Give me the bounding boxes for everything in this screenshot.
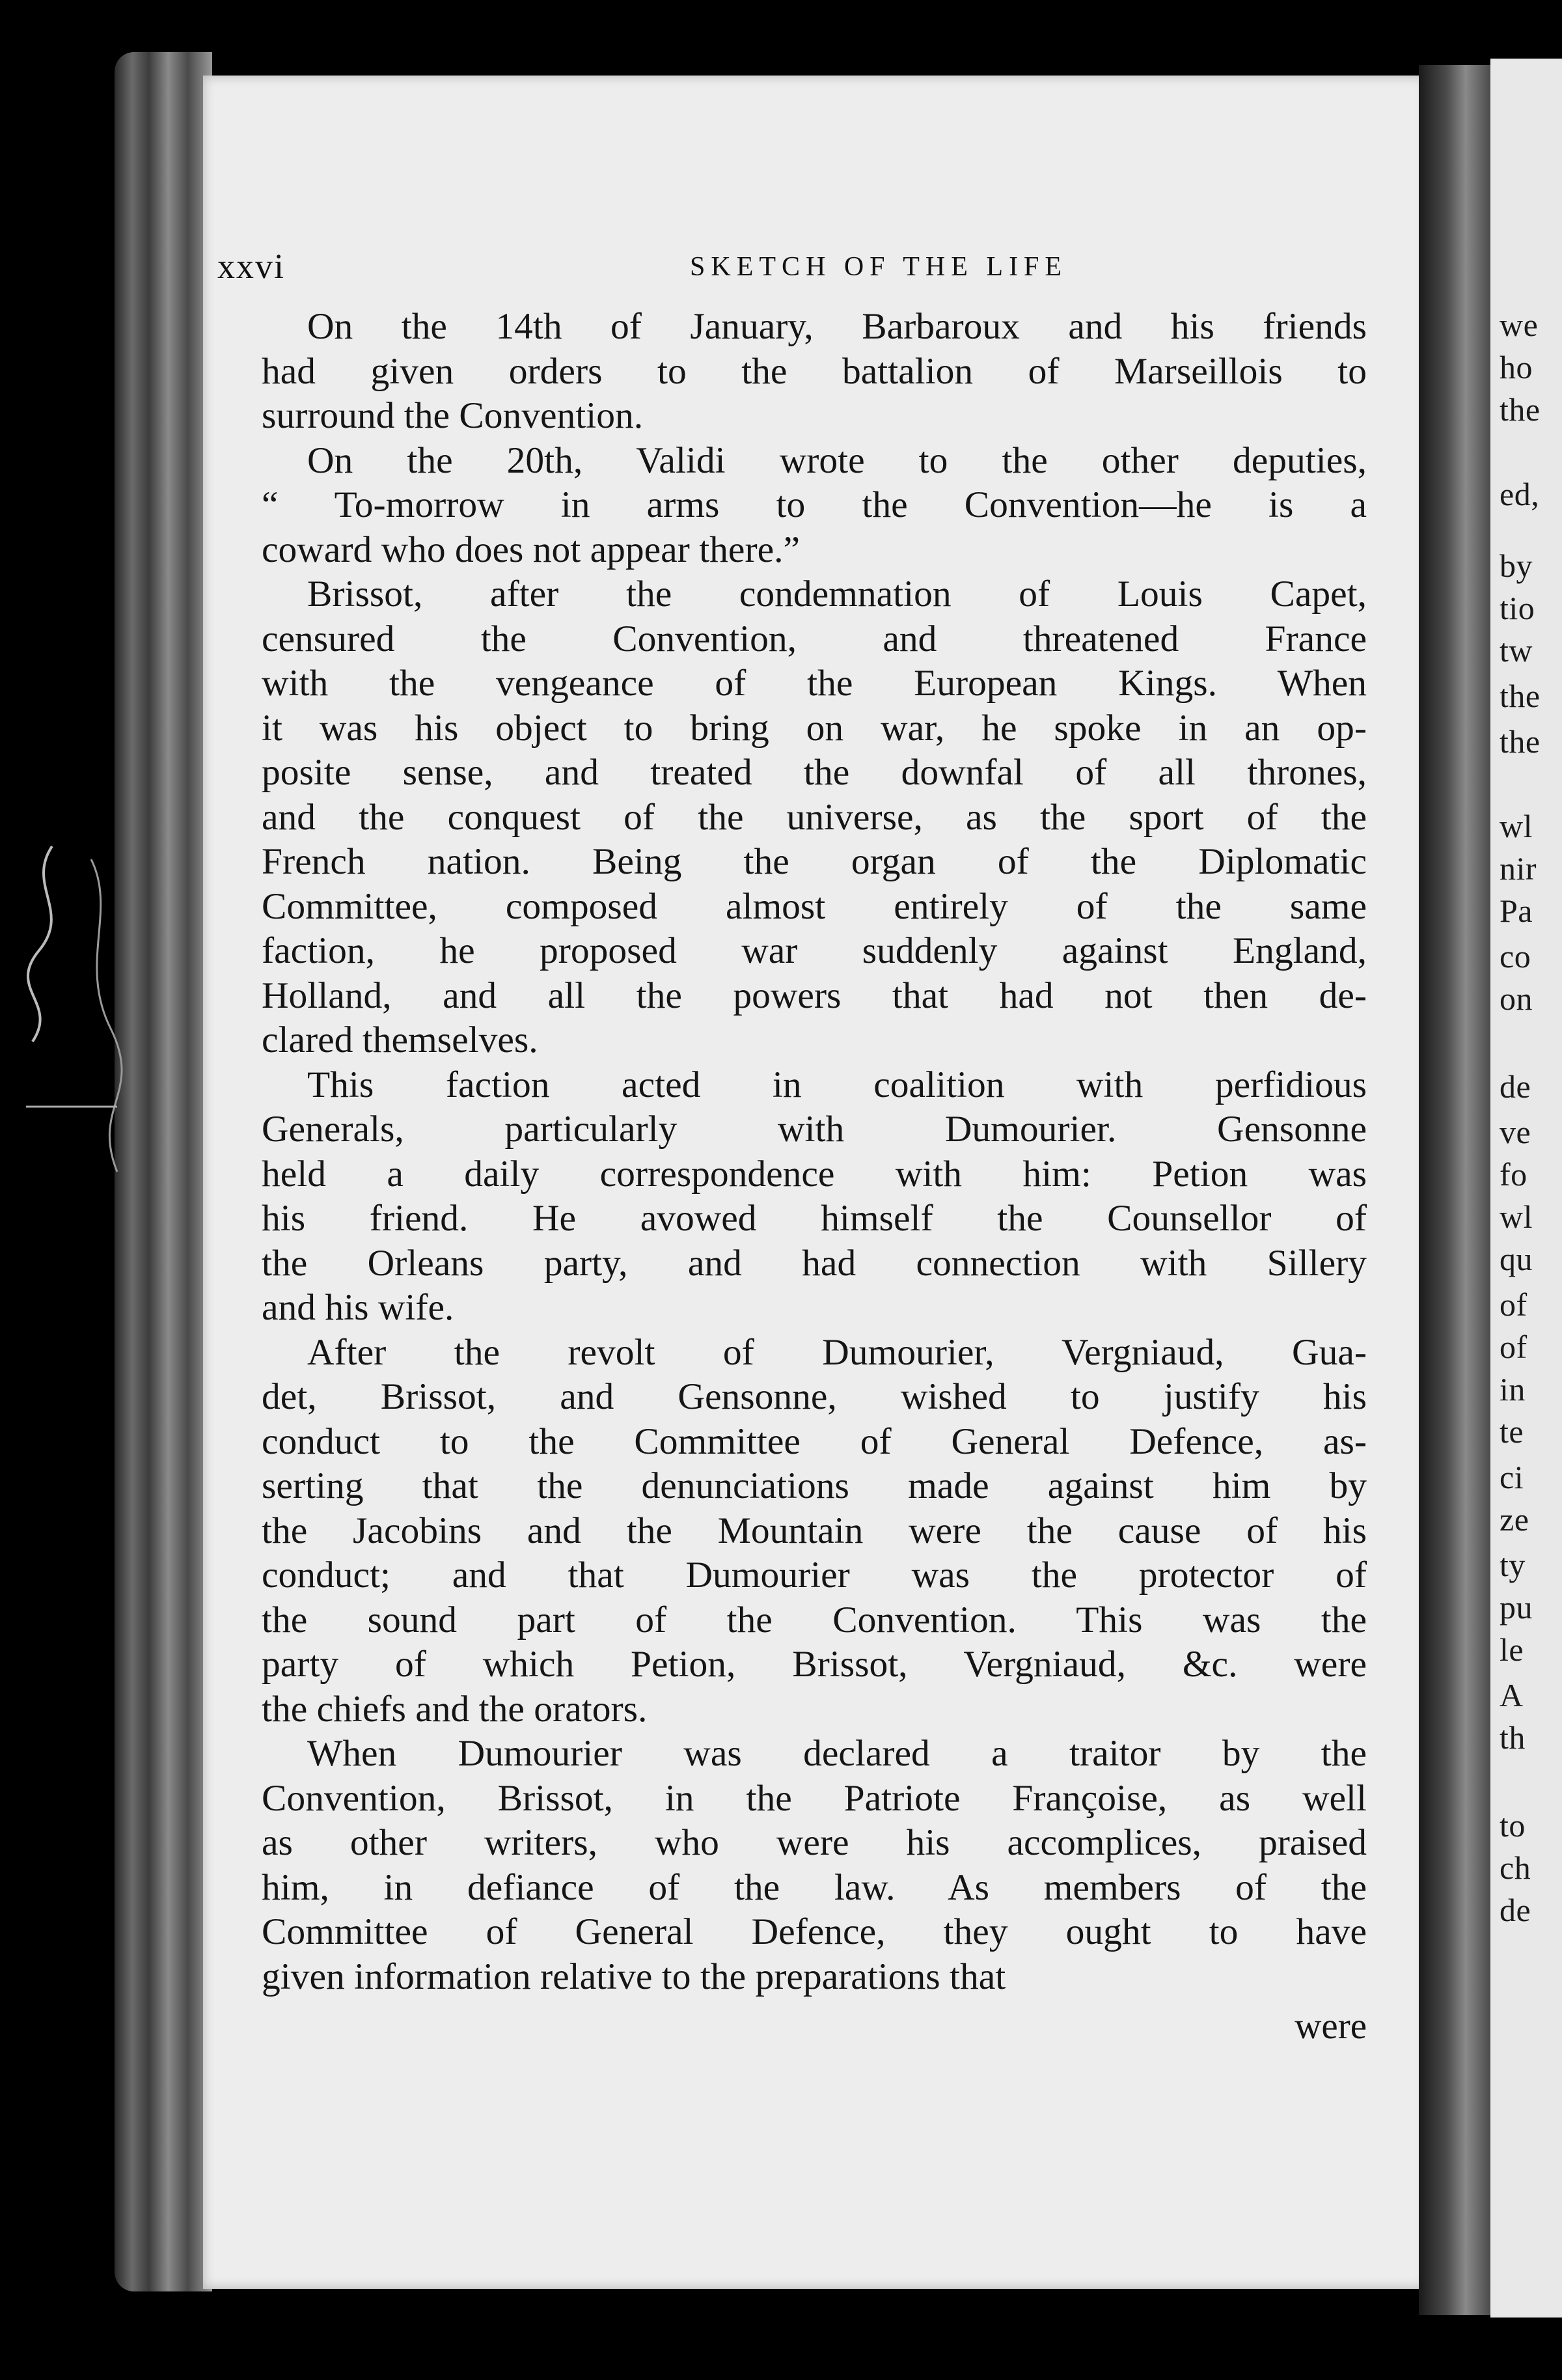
text-line: conduct; and that Dumourier was the protector of: [262, 1555, 1367, 1596]
facing-page-fragment: tw: [1500, 632, 1533, 669]
facing-page-fragment: ch: [1500, 1849, 1531, 1886]
facing-page-fragment: th: [1500, 1719, 1526, 1756]
text-line: det, Brissot, and Gensonne, wished to justify his: [262, 1376, 1367, 1417]
text-line: and the conquest of the universe, as the sport of the: [262, 796, 1367, 838]
text-line: had given orders to the battalion of Marseillois to: [262, 350, 1367, 392]
facing-page-fragment: the: [1500, 678, 1541, 714]
facing-page-fragment: ve: [1500, 1114, 1531, 1150]
text-line: conduct to the Committee of General Defence, as-: [262, 1420, 1367, 1462]
page-number: xxvi: [217, 247, 286, 286]
facing-page-fragment: A: [1500, 1677, 1524, 1713]
facing-page-fragment: ed,: [1500, 476, 1540, 512]
text-line: party of which Petion, Brissot, Vergniaud, &c. were: [262, 1644, 1367, 1685]
facing-page-fragment: wl: [1500, 1198, 1533, 1235]
page-header: [0, 246, 1562, 292]
facing-page-fragment: ci: [1500, 1459, 1524, 1495]
facing-page-fragment: ty: [1500, 1547, 1526, 1583]
text-line: On the 14th of January, Barbaroux and his friends: [307, 306, 1367, 347]
facing-page-fragment: de: [1500, 1892, 1531, 1928]
text-line: as other writers, who were his accomplices, praised: [262, 1822, 1367, 1863]
catchword: were: [1295, 2006, 1367, 2047]
facing-page-fragment: to: [1500, 1807, 1526, 1844]
facing-page-fragment: of: [1500, 1329, 1528, 1365]
text-line: held a daily correspondence with him: Petion was: [262, 1153, 1367, 1195]
paragraph: [216, 572, 1367, 1063]
book-gutter: [1419, 65, 1497, 2315]
text-line: it was his object to bring on war, he spoke in an op-: [262, 707, 1367, 749]
text-line: the Orleans party, and had connection with Sillery: [262, 1242, 1367, 1284]
text-line: On the 20th, Validi wrote to the other deputies,: [307, 439, 1367, 481]
facing-page-fragment: the: [1500, 391, 1541, 428]
paragraph: [216, 1063, 1367, 1331]
text-line: Committee of General Defence, they ought to have: [262, 1911, 1367, 1952]
text-line: French nation. Being the organ of the Diplomatic: [262, 841, 1367, 882]
text-line: faction, he proposed war suddenly against England,: [262, 930, 1367, 971]
text-line: Generals, particularly with Dumourier. Gensonne: [262, 1109, 1367, 1150]
text-line: surround the Convention.: [262, 395, 644, 436]
text-line: with the vengeance of the European Kings. When: [262, 663, 1367, 704]
text-line: “ To-morrow in arms to the Convention—he is a: [262, 484, 1367, 525]
text-line: clared themselves.: [262, 1019, 538, 1060]
facing-page-fragment: te: [1500, 1413, 1524, 1450]
facing-page-fragment: the: [1500, 723, 1541, 760]
facing-page-fragment: co: [1500, 938, 1531, 975]
facing-page-fragment: qu: [1500, 1241, 1533, 1277]
text-line: his friend. He avowed himself the Counsellor of: [262, 1198, 1367, 1239]
facing-page-fragment: in: [1500, 1371, 1526, 1407]
facing-page-fragment: wl: [1500, 808, 1533, 844]
text-line: given information relative to the preparations that: [262, 1956, 1006, 1997]
text-line: coward who does not appear there.”: [262, 529, 801, 570]
text-line: serting that the denunciations made against him by: [262, 1465, 1367, 1506]
facing-page-fragment: le: [1500, 1631, 1524, 1668]
facing-page: [1490, 59, 1562, 2318]
facing-page-fragment: de: [1500, 1068, 1531, 1105]
text-line: and his wife.: [262, 1287, 454, 1328]
facing-page-fragment: tio: [1500, 590, 1535, 626]
text-line: the sound part of the Convention. This was the: [262, 1599, 1367, 1640]
facing-page-fragment: we: [1500, 307, 1539, 343]
paragraph: [216, 1732, 1367, 1999]
text-line: After the revolt of Dumourier, Vergniaud, Gua-: [307, 1331, 1367, 1373]
fiber-marks: [13, 833, 130, 1198]
facing-page-fragment: on: [1500, 980, 1533, 1017]
text-line: the chiefs and the orators.: [262, 1688, 648, 1730]
paragraph: [216, 439, 1367, 573]
body-text: [216, 305, 1367, 1999]
facing-page-fragment: ze: [1500, 1501, 1529, 1538]
facing-page-fragment: fo: [1500, 1156, 1528, 1193]
text-line: This faction acted in coalition with perfidious: [307, 1064, 1367, 1105]
facing-page-fragment: Pa: [1500, 893, 1533, 929]
text-line: the Jacobins and the Mountain were the cause of his: [262, 1510, 1367, 1551]
text-line: When Dumourier was declared a traitor by the: [307, 1733, 1367, 1774]
facing-page-fragment: of: [1500, 1286, 1528, 1323]
paragraph: [216, 305, 1367, 439]
text-line: Holland, and all the powers that had not then de-: [262, 975, 1367, 1016]
facing-page-fragment: by: [1500, 547, 1533, 584]
text-line: Convention, Brissot, in the Patriote Françoise, as well: [262, 1777, 1367, 1819]
running-head: SKETCH OF THE LIFE: [690, 252, 1068, 282]
text-line: Brissot, after the condemnation of Louis Capet,: [307, 574, 1367, 615]
text-line: Committee, composed almost entirely of the same: [262, 885, 1367, 927]
facing-page-fragment: nir: [1500, 850, 1537, 887]
text-line: posite sense, and treated the downfal of all thrones,: [262, 752, 1367, 793]
facing-page-fragment: pu: [1500, 1589, 1533, 1626]
facing-page-fragment: ho: [1500, 349, 1533, 385]
text-line: censured the Convention, and threatened France: [262, 618, 1367, 659]
text-line: him, in defiance of the law. As members of the: [262, 1866, 1367, 1908]
paragraph: [216, 1331, 1367, 1732]
